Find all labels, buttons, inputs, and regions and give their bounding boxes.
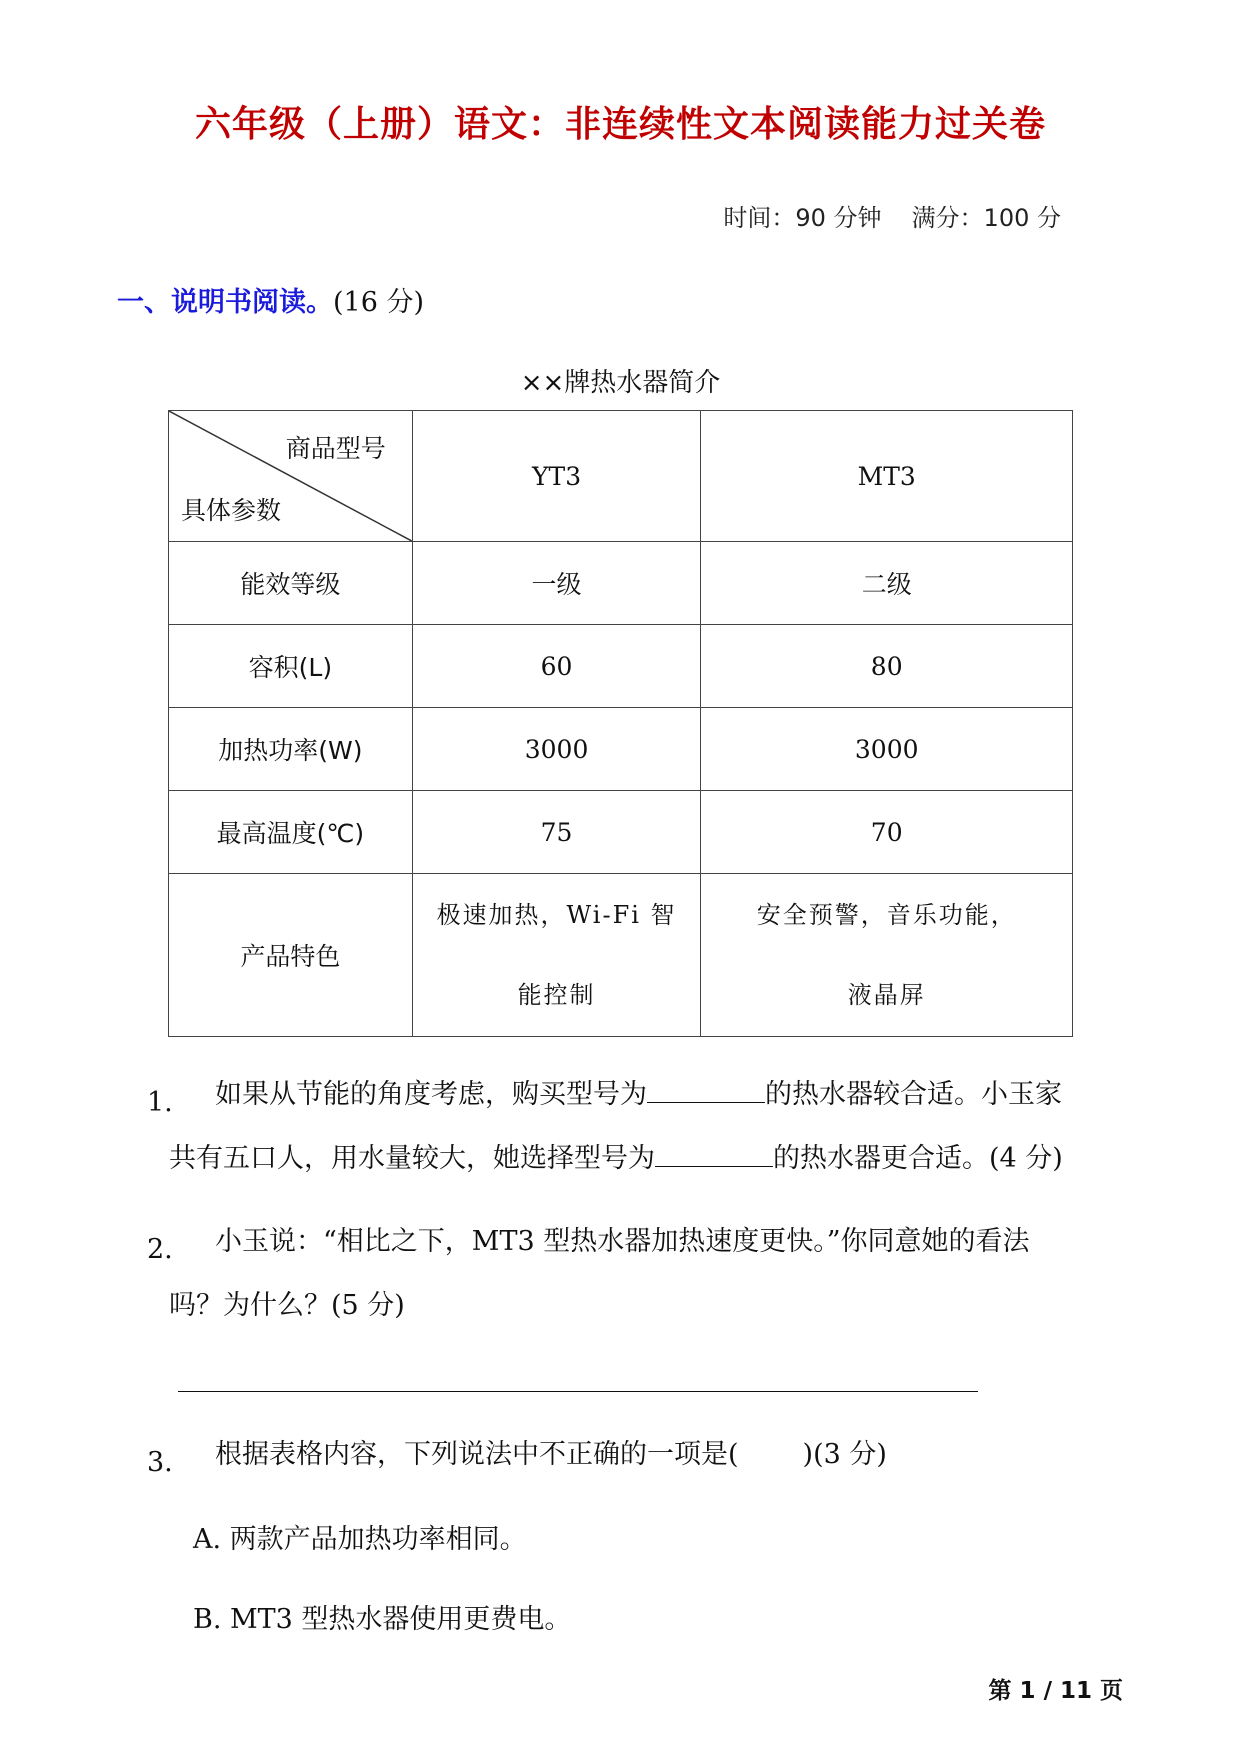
table-row [169, 542, 1073, 625]
question-text: 根据表格内容，下列说法中不正确的一项是( )(3 分) [215, 1439, 887, 1470]
spec-table [168, 410, 1073, 1037]
header-param-label: 具体参数 [181, 496, 282, 525]
diagonal-header-cell [169, 411, 413, 542]
exam-meta [723, 198, 1061, 233]
question-number: 3. [147, 1447, 173, 1478]
question-text: 小玉说：“相比之下，MT3 型热水器加热速度更快。”你同意她的看法 [215, 1226, 1030, 1257]
features-yt3 [412, 874, 701, 1037]
row-label: 加热功率(W) [169, 708, 413, 791]
table-row [169, 708, 1073, 791]
feature-line: 安全预警，音乐功能， [756, 901, 1017, 929]
row-label: 容积(L) [169, 625, 413, 708]
feature-line: 液晶屏 [847, 981, 926, 1009]
option-a: A. 两款产品加热功率相同。 [193, 1524, 527, 1555]
section-label: 一、说明书阅读。 [117, 287, 333, 318]
feature-line: 能控制 [517, 981, 596, 1009]
answer-line[interactable] [178, 1391, 978, 1392]
question-text-cont: 共有五口人，用水量较大，她选择型号为 的热水器更合适。(4 分) [169, 1127, 1127, 1191]
row-label: 产品特色 [169, 874, 413, 1037]
table-row-features [169, 874, 1073, 1037]
header-model-label: 商品型号 [285, 434, 386, 463]
answer-blank[interactable] [647, 1076, 765, 1103]
table-caption: ××牌热水器简介 [520, 368, 721, 398]
exam-full-score: 满分：100 分 [911, 204, 1061, 232]
question-number: 2. [147, 1234, 173, 1265]
question-text: 如果从节能的角度考虑，购买型号为 的热水器较合适。小玉家 [215, 1063, 1127, 1127]
page-number: 第 1 / 11 页 [988, 1678, 1123, 1704]
option-b: B. MT3 型热水器使用更费电。 [193, 1604, 572, 1635]
question-text-cont: 吗？为什么？(5 分) [169, 1290, 405, 1321]
cell-value: 3000 [412, 708, 701, 791]
answer-blank[interactable] [655, 1140, 773, 1167]
cell-value: 80 [701, 625, 1073, 708]
features-mt3 [701, 874, 1073, 1037]
exam-time: 时间：90 分钟 [723, 204, 882, 232]
document-title: 六年级（上册）语文：非连续性文本阅读能力过关卷 [194, 104, 1046, 145]
model-mt3: MT3 [701, 411, 1073, 542]
table-row [169, 625, 1073, 708]
section-score: (16 分) [333, 287, 425, 318]
cell-value: 60 [412, 625, 701, 708]
question-2 [147, 1210, 1127, 1338]
model-yt3: YT3 [412, 411, 701, 542]
cell-value: 75 [412, 791, 701, 874]
table-header-row [169, 411, 1073, 542]
cell-value: 二级 [701, 542, 1073, 625]
row-label: 最高温度(℃) [169, 791, 413, 874]
question-number: 1. [147, 1087, 173, 1118]
question-1 [147, 1063, 1127, 1191]
section-heading [117, 280, 424, 319]
row-label: 能效等级 [169, 542, 413, 625]
cell-value: 3000 [701, 708, 1073, 791]
cell-value: 70 [701, 791, 1073, 874]
table-row [169, 791, 1073, 874]
cell-value: 一级 [412, 542, 701, 625]
question-3 [147, 1423, 1127, 1487]
feature-line: 极速加热，Wi-Fi 智 [436, 901, 677, 929]
